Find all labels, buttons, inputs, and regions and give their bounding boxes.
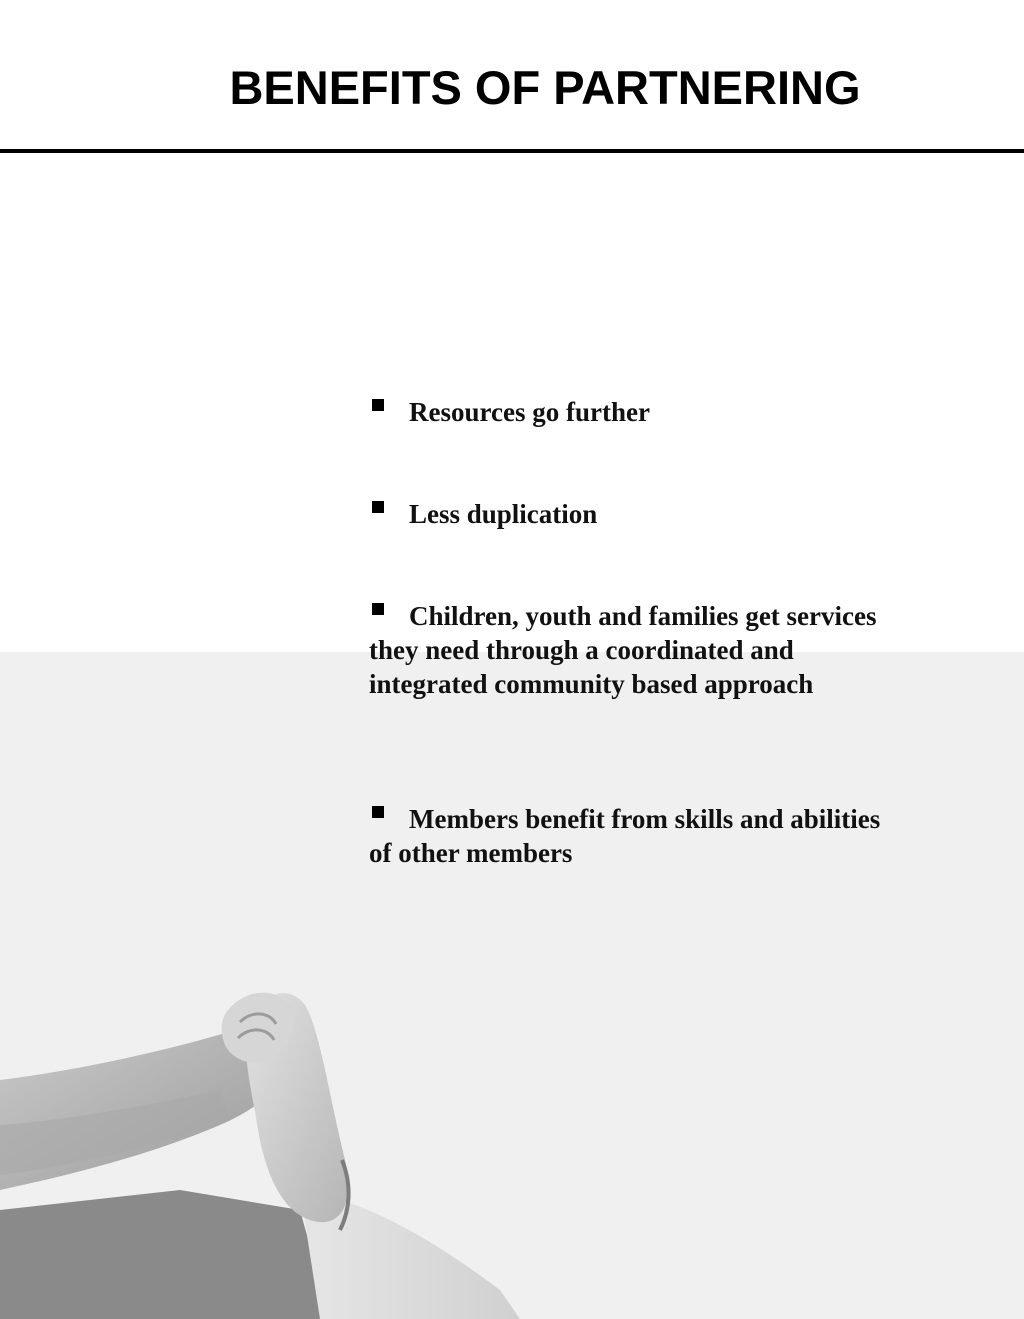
benefit-item: [369, 497, 899, 531]
benefit-text: Less duplication: [409, 499, 598, 529]
benefit-item: [369, 599, 899, 701]
page-title: BENEFITS OF PARTNERING: [229, 61, 861, 114]
clasped-hands-photo: [0, 960, 520, 1319]
square-bullet-icon: [372, 603, 384, 615]
benefit-item: [369, 395, 899, 429]
benefit-text: Children, youth and families get services they need through a coordinated and integrated community based approach: [369, 601, 877, 699]
benefit-item: [369, 802, 899, 870]
title-divider: [0, 149, 1024, 153]
square-bullet-icon: [372, 501, 384, 513]
benefit-text: Resources go further: [409, 397, 650, 427]
benefit-text: Members benefit from skills and abilities of other members: [369, 804, 881, 868]
square-bullet-icon: [372, 806, 384, 818]
square-bullet-icon: [372, 399, 384, 411]
